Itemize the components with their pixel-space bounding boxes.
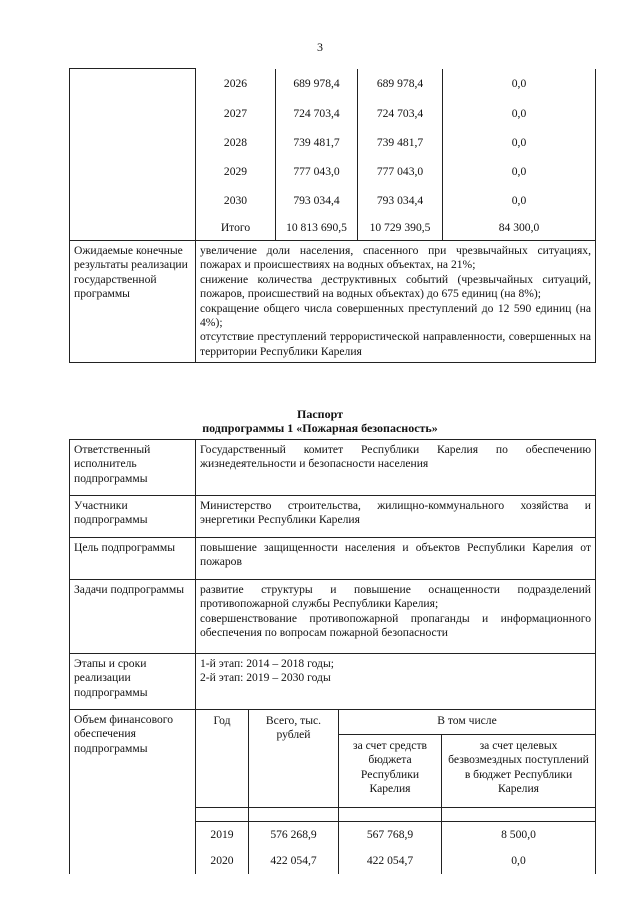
expected-results-label: Ожидаемые конечные результаты реализации государственной программы xyxy=(70,241,196,363)
responsible-label: Ответственный исполнитель подпрограммы xyxy=(70,440,196,496)
finance-label: Объем финансового обеспечения подпрограммы xyxy=(70,710,196,808)
page-number: 3 xyxy=(317,40,323,54)
goal-label: Цель подпрограммы xyxy=(70,538,196,580)
table-row: 2027 724 703,4 724 703,4 0,0 xyxy=(70,100,596,129)
table-row: 2028 739 481,7 739 481,7 0,0 xyxy=(70,129,596,158)
tasks-row xyxy=(70,580,596,654)
table-row: 2029 777 043,0 777 043,0 0,0 xyxy=(70,158,596,187)
finance-header-other: за счет целевых безвозмездных поступлений в бюджет Республики Карелия xyxy=(442,735,596,808)
table-row: 2030 793 034,4 793 034,4 0,0 xyxy=(70,187,596,216)
funding-table-continued xyxy=(69,68,596,363)
expected-results-text: увеличение доли населения, спасенного при чрезвычайных ситуациях, пожарах и происшествиях на водных объектах, на 21%; снижение количества деструктивных событий (чрезвычайных ситуаций, пожаров, происшествий на водных объектах) до 675 единиц (на 8%); сокращение общего числа совершенных преступлений до 12 590 единиц (на 4%); отсутствие преступлений террористической направленности, совершенных на территории Республики Карелия xyxy=(196,241,596,363)
table-row: 2020 422 054,7 422 054,7 0,0 xyxy=(70,848,596,874)
table-row-total: Итого 10 813 690,5 10 729 390,5 84 300,0 xyxy=(70,216,596,241)
responsible-row xyxy=(70,440,596,496)
stages-text: 1-й этап: 2014 – 2018 годы; 2-й этап: 2019 – 2030 годы xyxy=(196,654,596,710)
table-row: 2026 689 978,4 689 978,4 0,0 xyxy=(70,69,596,101)
passport-table xyxy=(69,439,596,874)
finance-header-row xyxy=(70,710,596,735)
participants-label: Участники подпрограммы xyxy=(70,496,196,538)
finance-header-including: В том числе xyxy=(339,710,596,735)
finance-header-budget: за счет средств бюджета Республики Карелия xyxy=(339,735,442,808)
participants-text: Министерство строительства, жилищно-коммунального хозяйства и энергетики Республики Карелия xyxy=(196,496,596,538)
goal-row xyxy=(70,538,596,580)
goal-text: повышение защищенности населения и объектов Республики Карелия от пожаров xyxy=(196,538,596,580)
table-row: 2019 576 268,9 567 768,9 8 500,0 xyxy=(70,822,596,849)
stages-label: Этапы и сроки реализации подпрограммы xyxy=(70,654,196,710)
tasks-text: развитие структуры и повышение оснащенности подразделений противопожарной службы Республики Карелия; совершенствование противопожарной пропаганды и информационного обеспечения по вопросам пожарной безопасности xyxy=(196,580,596,654)
responsible-text: Государственный комитет Республики Карелия по обеспечению жизнедеятельности и безопасности населения xyxy=(196,440,596,496)
tasks-label: Задачи подпрограммы xyxy=(70,580,196,654)
finance-header-year: Год xyxy=(196,710,249,808)
finance-header-total: Всего, тыс. рублей xyxy=(249,710,339,808)
expected-results-row xyxy=(70,241,596,363)
participants-row xyxy=(70,496,596,538)
stages-row xyxy=(70,654,596,710)
table-row xyxy=(70,808,596,822)
passport-title: Паспорт подпрограммы 1 «Пожарная безопасность» xyxy=(202,407,438,435)
